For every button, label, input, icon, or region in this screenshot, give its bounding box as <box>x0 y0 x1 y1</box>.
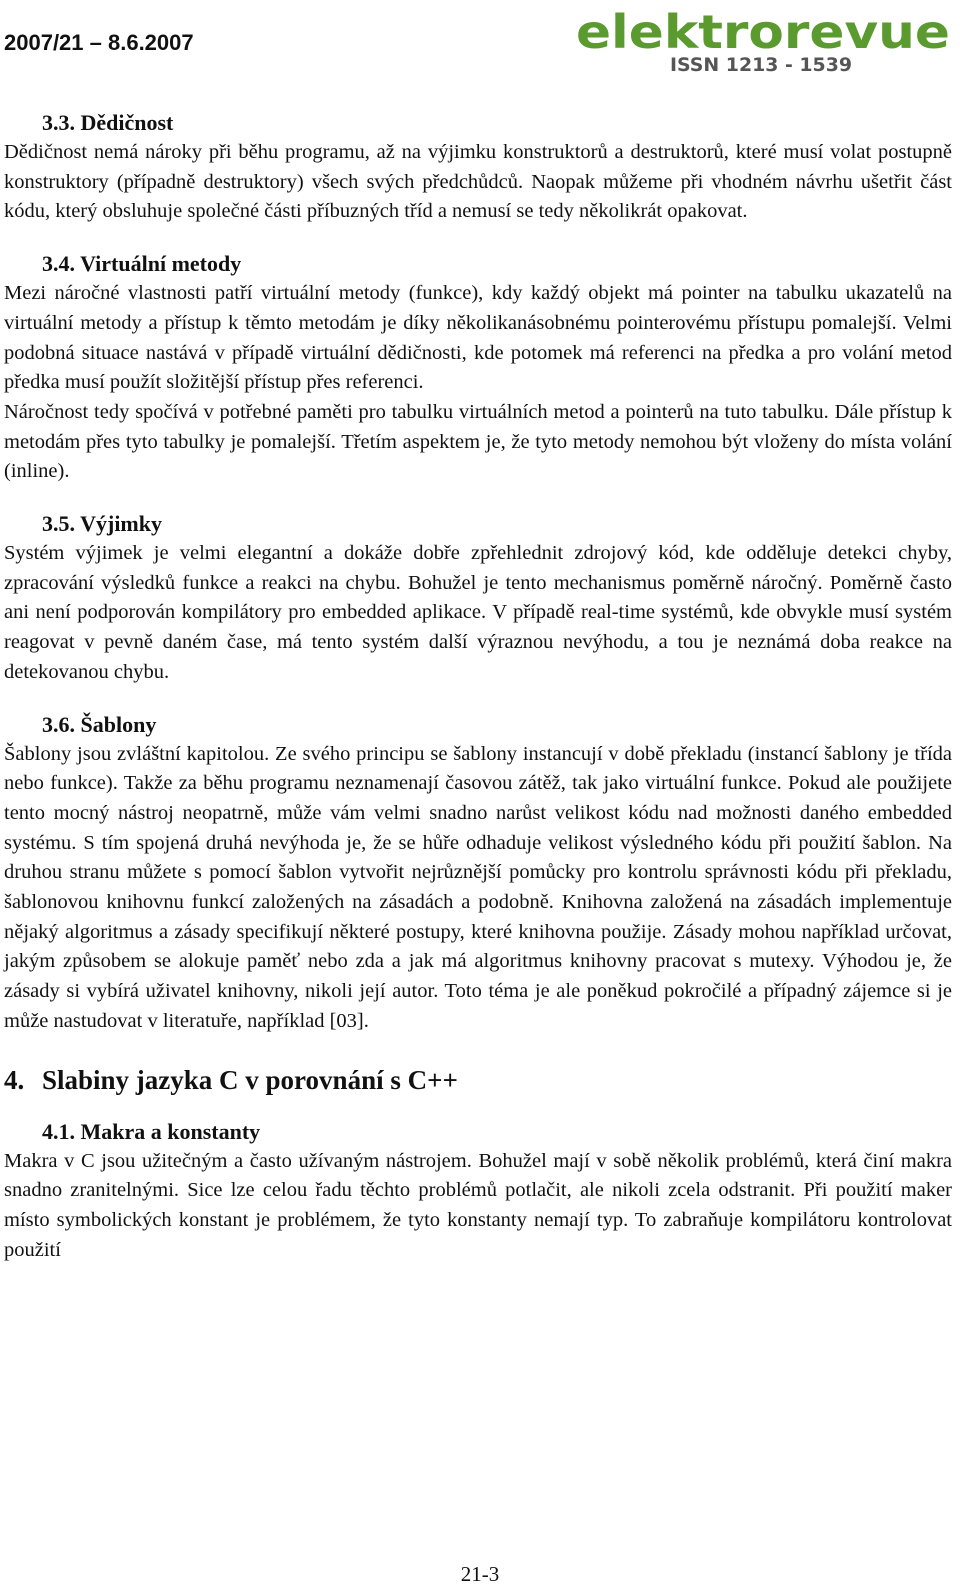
paragraph-3-5-1: Systém výjimek je velmi elegantní a dokáže dobře zpřehlednit zdrojový kód, kde odděluje detekci chyby, zpracování výsledků funkce a reakci na chybu. Bohužel je tento mechanismus poměrně náročný. Poměrně často ani není podporován kompilátory pro embedded aplikace. V případě real-time systémů, kde obvykle musí systém reagovat v pevně daném čase, má tento systém další výraznou nevýhodu, a tou je neznámá doba reakce na detekovanou chybu. <box>4 542 952 683</box>
heading-4-title: Slabiny jazyka C v porovnání s C++ <box>42 1064 458 1095</box>
issue-date: 2007/21 – 8.6.2007 <box>4 30 194 55</box>
paragraph-3-3-1: Dědičnost nemá nároky při běhu programu, až na výjimku konstruktorů a destruktorů, které musí volat postupně konstruktory (případně destruktory) všech svých předchůdců. Naopak můžeme při vhodném návrhu ušetřit část kódu, který obsluhuje společné části příbuzných tříd a nemusí se tedy několikrát opakovat. <box>4 141 952 223</box>
paragraph-3-6-1: Šablony jsou zvláštní kapitolou. Ze svého principu se šablony instancují v době překladu (instancí šablony je třída nebo funkce). Takže za běhu programu neznamenají časovou zátěž, tak jako virtuální funkce. Pokud ale použijete tento mocný nástroj neopatrně, může vám velmi snadno narůst velikost kódu nad možnosti daného embedded systému. S tím spojená druhá nevýhoda je, že se hůře odhaduje velikost výsledného kódu při použití šablon. Na druhou stranu můžete s pomocí šablon vytvořit nejrůznější pomůcky pro kontrolu správnosti kódu při překladu, šablonovou knihovnu funkcí založených na zásadách a podobně. Knihovna založená na zásadách implementuje nějaký algoritmus a zásady specifikují některé postupy, které knihovna použije. Zásady mohou například určovat, jakým způsobem se alokuje paměť nebo zda a jak má algoritmus knihovny pracovat s mutexy. Výhodou je, že zásady si vybírá uživatel knihovny, nikoli její autor. Toto téma je ale poněkud pokročilé a případný zájemce si je může nastudovat v literatuře, například [03]. <box>4 742 952 1032</box>
paragraph-3-4-2: Náročnost tedy spočívá v potřebné paměti pro tabulku virtuálních metod a pointerů na tuto tabulku. Dále přístup k metodám přes tyto tabulky je pomalejší. Třetím aspektem je, že tyto metody nemohou být vloženy do místa volání (inline). <box>4 400 952 483</box>
heading-3-5: 3.5. Výjimky <box>42 511 162 537</box>
heading-4-1: 4.1. Makra a konstanty <box>42 1118 261 1144</box>
heading-3-4: 3.4. Virtuální metody <box>42 251 242 277</box>
elektrorevue-logo <box>572 8 954 74</box>
page-number: 21-3 <box>460 1562 500 1586</box>
heading-4 <box>4 1063 952 1097</box>
heading-4-number: 4. <box>4 1064 25 1095</box>
heading-3-6: 3.6. Šablony <box>42 711 157 737</box>
paragraph-3-4-1: Mezi náročné vlastnosti patří virtuální metody (funkce), kdy každý objekt má pointer na tabulku ukazatelů na virtuální metody a přístup k těmto metodám je díky několikanásobnému pointerovému přístupu pomalejší. Velmi podobná situace nastává v případě virtuální dědičnosti, kde potomek má referenci na předka a pro volání metod předka musí použít složitější přístup přes referenci. <box>4 282 952 394</box>
heading-3-3: 3.3. Dědičnost <box>42 110 174 135</box>
article-body <box>4 108 952 1265</box>
logo-wordmark: elektrorevue <box>576 8 950 59</box>
paragraph-4-1-1: Makra v C jsou užitečným a často užívaným nástrojem. Bohužel mají v sobě několik problémů, která činí makra snadno zranitelnými. Sice lze celou řadu těchto problémů potlačit, ale nikoli zcela odstranit. Při použití maker místo symbolických konstant je problémem, že tyto konstanty nemají typ. To zabraňuje kompilátoru kontrolovat použití <box>4 1149 952 1261</box>
logo-issn: ISSN 1213 - 1539 <box>670 54 852 74</box>
